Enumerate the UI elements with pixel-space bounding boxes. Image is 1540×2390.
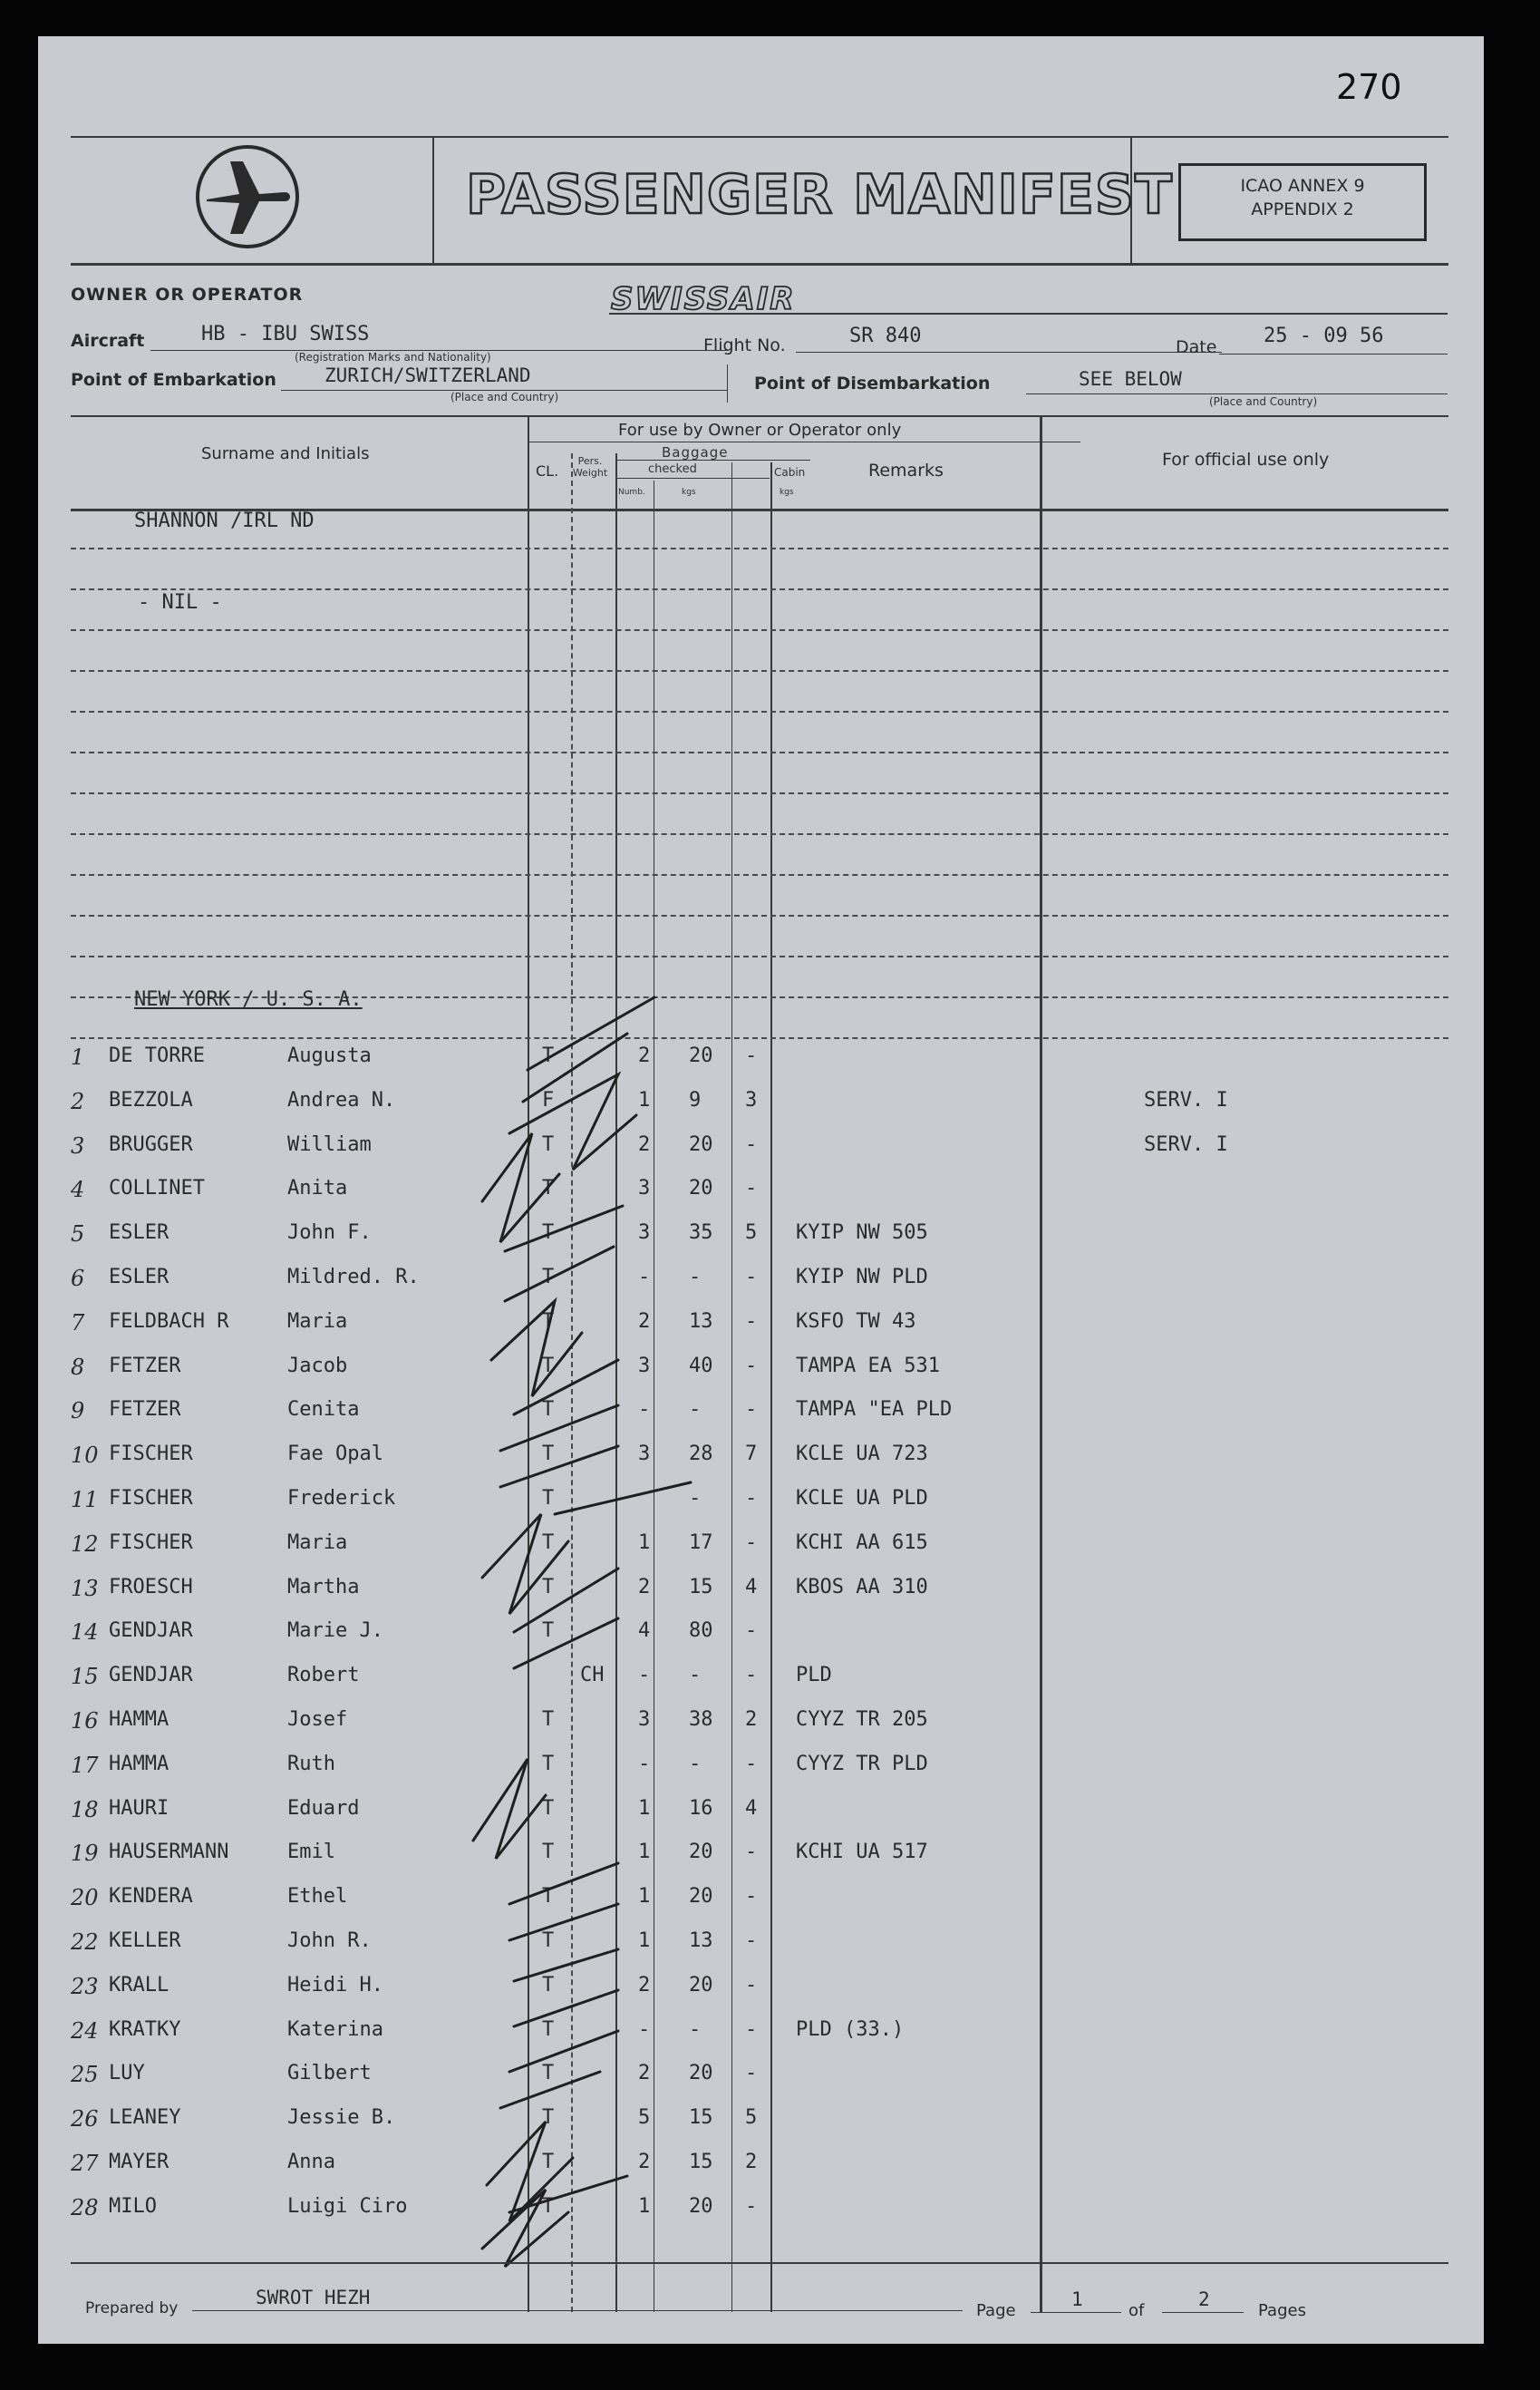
passenger-class: T (542, 1974, 555, 1997)
prepared-by-label: Prepared by (85, 2299, 179, 2317)
baggage-count: 2 (638, 1974, 651, 1997)
passenger-surname: MAYER (109, 2151, 169, 2173)
passenger-given-name: Emil (287, 1841, 335, 1863)
baggage-count: 2 (638, 2151, 651, 2173)
page-label: Page (976, 2301, 1016, 2320)
passenger-class: T (542, 2106, 555, 2129)
remarks: KYIP NW PLD (796, 1266, 928, 1288)
passenger-given-name: Cenita (287, 1398, 360, 1421)
cabin-kgs: - (745, 2062, 758, 2084)
passenger-class: T (542, 1841, 555, 1863)
baggage-kgs: - (689, 1664, 702, 1686)
passenger-surname: HAUSERMANN (109, 1841, 229, 1863)
check-marks (38, 36, 1484, 2344)
passenger-surname: KELLER (109, 1929, 181, 1952)
baggage-kgs: 15 (689, 2106, 713, 2129)
row-number: 20 (71, 1885, 99, 1910)
of-label: of (1128, 2301, 1145, 2320)
baggage-kgs: 13 (689, 1929, 713, 1952)
row-number: 19 (71, 1841, 99, 1866)
baggage-kgs: 20 (689, 2195, 713, 2218)
baggage-kgs: 20 (689, 2062, 713, 2084)
baggage-kgs: 20 (689, 1885, 713, 1908)
passenger-given-name: John R. (287, 1929, 372, 1952)
row-number: 28 (71, 2195, 99, 2220)
row-number: 16 (71, 1708, 99, 1734)
cabin-kgs: 3 (745, 1089, 758, 1112)
passenger-surname: HAURI (109, 1797, 169, 1820)
cabin-kgs: - (745, 1266, 758, 1288)
passenger-given-name: Heidi H. (287, 1974, 383, 1997)
baggage-count: 1 (638, 1841, 651, 1863)
baggage-kgs: 28 (689, 1443, 713, 1465)
cabin-kgs: 7 (745, 1443, 758, 1465)
baggage-count: 3 (638, 1708, 651, 1731)
passenger-class: T (542, 1310, 555, 1333)
cabin-kgs: - (745, 1974, 758, 1997)
baggage-kgs: 16 (689, 1797, 713, 1820)
passenger-weight: CH (580, 1664, 605, 1686)
row-number: 6 (71, 1266, 85, 1291)
baggage-count: 3 (638, 1221, 651, 1244)
remarks: KBOS AA 310 (796, 1576, 928, 1598)
col-number-header: Numb. (618, 488, 645, 497)
passenger-surname: LUY (109, 2062, 145, 2084)
row-number: 27 (71, 2151, 99, 2176)
passenger-class: T (542, 1398, 555, 1421)
cabin-kgs: - (745, 1487, 758, 1510)
passenger-class: T (542, 1797, 555, 1820)
passenger-given-name: William (287, 1133, 372, 1156)
baggage-count: 2 (638, 1310, 651, 1333)
baggage-count: - (638, 2018, 651, 2041)
passenger-surname: BEZZOLA (109, 1089, 193, 1112)
passenger-given-name: Katerina (287, 2018, 383, 2041)
passenger-surname: KRATKY (109, 2018, 181, 2041)
passenger-given-name: Josef (287, 1708, 348, 1731)
baggage-count: 1 (638, 1089, 651, 1112)
cabin-kgs: - (745, 1133, 758, 1156)
remarks: KCLE UA PLD (796, 1487, 928, 1510)
embark-label: Point of Embarkation (71, 370, 276, 390)
section-nil: - NIL - (138, 591, 222, 614)
passenger-class: T (542, 1885, 555, 1908)
owner-label: OWNER OR OPERATOR (71, 285, 304, 305)
row-number: 13 (71, 1576, 99, 1601)
baggage-count: 1 (638, 1797, 651, 1820)
passenger-given-name: Martha (287, 1576, 360, 1598)
baggage-kgs: - (689, 2018, 702, 2041)
baggage-kgs: - (689, 1266, 702, 1288)
cabin-kgs: - (745, 1531, 758, 1554)
passenger-given-name: Ruth (287, 1753, 335, 1775)
cabin-kgs: 5 (745, 2106, 758, 2129)
passenger-given-name: Eduard (287, 1797, 360, 1820)
baggage-count: 2 (638, 2062, 651, 2084)
row-number: 8 (71, 1355, 85, 1380)
baggage-kgs: 20 (689, 1044, 713, 1067)
passenger-class: T (542, 1177, 555, 1200)
pages-label: Pages (1258, 2301, 1306, 2320)
col-checked-header: checked (648, 462, 697, 476)
cabin-kgs: - (745, 1753, 758, 1775)
official-note: SERV. I (1144, 1089, 1228, 1112)
baggage-count: 3 (638, 1355, 651, 1377)
passenger-given-name: Mildred. R. (287, 1266, 420, 1288)
remarks: TAMPA EA 531 (796, 1355, 940, 1377)
cabin-kgs: 2 (745, 1708, 758, 1731)
embark-value: ZURICH/SWITZERLAND (324, 364, 531, 386)
baggage-count: 3 (638, 1177, 651, 1200)
passenger-given-name: Jacob (287, 1355, 348, 1377)
operator-name: SWISSAIR (611, 281, 796, 317)
passenger-surname: FELDBACH R (109, 1310, 229, 1333)
col-cabin-header: Cabin (774, 466, 806, 479)
col-remarks-header: Remarks (868, 461, 944, 481)
row-number: 14 (71, 1619, 99, 1645)
passenger-surname: HAMMA (109, 1708, 169, 1731)
baggage-kgs: 15 (689, 2151, 713, 2173)
row-number: 17 (71, 1753, 99, 1778)
passenger-surname: DE TORRE (109, 1044, 205, 1067)
page-value: 1 (1071, 2288, 1083, 2310)
baggage-kgs: 40 (689, 1355, 713, 1377)
passenger-given-name: Anita (287, 1177, 348, 1200)
baggage-kgs: 38 (689, 1708, 713, 1731)
row-number: 1 (71, 1044, 85, 1070)
passenger-class: T (542, 1531, 555, 1554)
passenger-surname: FISCHER (109, 1487, 193, 1510)
passenger-surname: COLLINET (109, 1177, 205, 1200)
baggage-kgs: - (689, 1753, 702, 1775)
baggage-kgs: 80 (689, 1619, 713, 1642)
col-cabin-kgs-header: kgs (780, 488, 794, 497)
remarks: KYIP NW 505 (796, 1221, 928, 1244)
baggage-count: 2 (638, 1133, 651, 1156)
embark-note: (Place and Country) (450, 391, 559, 403)
cabin-kgs: - (745, 1841, 758, 1863)
passenger-class: T (542, 1443, 555, 1465)
aircraft-value: HB - IBU SWISS (201, 323, 370, 345)
passenger-class: F (542, 1089, 555, 1112)
passenger-class: T (542, 1619, 555, 1642)
remarks: KSFO TW 43 (796, 1310, 916, 1333)
cabin-kgs: 2 (745, 2151, 758, 2173)
passenger-surname: GENDJAR (109, 1619, 193, 1642)
cabin-kgs: - (745, 2195, 758, 2218)
row-number: 3 (71, 1133, 85, 1159)
flight-value: SR 840 (849, 325, 922, 347)
passenger-given-name: Ethel (287, 1885, 348, 1908)
official-note: SERV. I (1144, 1133, 1228, 1156)
disembark-note: (Place and Country) (1209, 395, 1318, 408)
cabin-kgs: - (745, 1619, 758, 1642)
remarks: CYYZ TR PLD (796, 1753, 928, 1775)
col-surname-header: Surname and Initials (201, 444, 370, 463)
passenger-class: T (542, 1044, 555, 1067)
baggage-kgs: 9 (689, 1089, 702, 1112)
cabin-kgs: 4 (745, 1797, 758, 1820)
row-number: 15 (71, 1664, 99, 1689)
passenger-class: T (542, 1221, 555, 1244)
section-new-york: NEW YORK / U. S. A. (134, 988, 363, 1011)
row-number: 25 (71, 2062, 99, 2087)
baggage-kgs: 20 (689, 1177, 713, 1200)
row-number: 12 (71, 1531, 99, 1557)
passenger-given-name: Maria (287, 1531, 348, 1554)
flight-label: Flight No. (703, 335, 786, 355)
remarks: PLD (796, 1664, 832, 1686)
baggage-kgs: 15 (689, 1576, 713, 1598)
page-number: 270 (1336, 67, 1402, 107)
baggage-count: - (638, 1753, 651, 1775)
row-number: 23 (71, 1974, 99, 1999)
passenger-given-name: Frederick (287, 1487, 396, 1510)
passenger-class: T (542, 2151, 555, 2173)
passenger-class: T (542, 1708, 555, 1731)
cabin-kgs: 4 (745, 1576, 758, 1598)
baggage-count: - (638, 1664, 651, 1686)
baggage-count: 1 (638, 1885, 651, 1908)
icao-appendix-label: APPENDIX 2 (1251, 199, 1354, 219)
passenger-class: T (542, 2062, 555, 2084)
remarks: KCHI AA 615 (796, 1531, 928, 1554)
passenger-given-name: John F. (287, 1221, 372, 1244)
baggage-kgs: 35 (689, 1221, 713, 1244)
baggage-kgs: - (689, 1487, 702, 1510)
baggage-kgs: 20 (689, 1133, 713, 1156)
baggage-kgs: 20 (689, 1841, 713, 1863)
row-number: 10 (71, 1443, 99, 1468)
cabin-kgs: - (745, 1664, 758, 1686)
date-value: 25 - 09 56 (1264, 325, 1384, 347)
manifest-sheet (38, 36, 1484, 2344)
disembark-label: Point of Disembarkation (754, 374, 991, 393)
cabin-kgs: 5 (745, 1221, 758, 1244)
passenger-surname: BRUGGER (109, 1133, 193, 1156)
row-number: 7 (71, 1310, 85, 1336)
passenger-class: T (542, 2195, 555, 2218)
passenger-class: T (542, 2018, 555, 2041)
row-number: 4 (71, 1177, 85, 1202)
aircraft-note: (Registration Marks and Nationality) (295, 351, 491, 364)
passenger-surname: FETZER (109, 1355, 181, 1377)
cabin-kgs: - (745, 1310, 758, 1333)
date-label: Date (1176, 337, 1217, 357)
passenger-given-name: Augusta (287, 1044, 372, 1067)
row-number: 26 (71, 2106, 99, 2132)
passenger-given-name: Maria (287, 1310, 348, 1333)
disembark-value: SEE BELOW (1079, 368, 1182, 390)
cabin-kgs: - (745, 1885, 758, 1908)
baggage-kgs: 13 (689, 1310, 713, 1333)
cabin-kgs: - (745, 1177, 758, 1200)
baggage-kgs: - (689, 1398, 702, 1421)
icao-annex-label: ICAO ANNEX 9 (1240, 176, 1365, 196)
col-official-header: For official use only (1162, 450, 1330, 470)
baggage-count: 5 (638, 2106, 651, 2129)
baggage-kgs: 17 (689, 1531, 713, 1554)
passenger-surname: MILO (109, 2195, 157, 2218)
passenger-surname: KRALL (109, 1974, 169, 1997)
of-value: 2 (1198, 2288, 1210, 2310)
cabin-kgs: - (745, 1355, 758, 1377)
col-pers-weight-header: Pers. Weight (572, 455, 608, 479)
passenger-given-name: Marie J. (287, 1619, 383, 1642)
baggage-kgs: 20 (689, 1974, 713, 1997)
remarks: CYYZ TR 205 (796, 1708, 928, 1731)
row-number: 24 (71, 2018, 99, 2044)
row-number: 22 (71, 1929, 99, 1955)
row-number: 9 (71, 1398, 85, 1423)
passenger-surname: KENDERA (109, 1885, 193, 1908)
baggage-count: 2 (638, 1044, 651, 1067)
baggage-count: 4 (638, 1619, 651, 1642)
passenger-surname: FISCHER (109, 1531, 193, 1554)
passenger-surname: FROESCH (109, 1576, 193, 1598)
passenger-class: T (542, 1929, 555, 1952)
row-number: 18 (71, 1797, 99, 1822)
passenger-given-name: Jessie B. (287, 2106, 396, 2129)
cabin-kgs: - (745, 2018, 758, 2041)
row-number: 11 (71, 1487, 99, 1512)
passenger-class: T (542, 1133, 555, 1156)
passenger-class: T (542, 1576, 555, 1598)
remarks: KCHI UA 517 (796, 1841, 928, 1863)
cabin-kgs: - (745, 1398, 758, 1421)
passenger-given-name: Andrea N. (287, 1089, 396, 1112)
cabin-kgs: - (745, 1929, 758, 1952)
passenger-class: T (542, 1753, 555, 1775)
passenger-given-name: Fae Opal (287, 1443, 383, 1465)
col-kgs-header: kgs (682, 488, 696, 497)
passenger-class: T (542, 1487, 555, 1510)
remarks: PLD (33.) (796, 2018, 905, 2041)
passenger-surname: FETZER (109, 1398, 181, 1421)
remarks: TAMPA "EA PLD (796, 1398, 953, 1421)
baggage-count: 3 (638, 1443, 651, 1465)
col-baggage-header: Baggage (662, 444, 729, 461)
aircraft-label: Aircraft (71, 331, 145, 351)
passenger-surname: LEANEY (109, 2106, 181, 2129)
baggage-count: 1 (638, 1929, 651, 1952)
passenger-given-name: Anna (287, 2151, 335, 2173)
section-shannon: SHANNON /IRL ND (134, 510, 315, 532)
remarks: KCLE UA 723 (796, 1443, 928, 1465)
col-cl-header: CL. (536, 462, 559, 480)
prepared-by-value: SWROT HEZH (256, 2287, 371, 2308)
passenger-given-name: Robert (287, 1664, 360, 1686)
baggage-count: 2 (638, 1576, 651, 1598)
passenger-surname: ESLER (109, 1266, 169, 1288)
col-owner-use-header: For use by Owner or Operator only (618, 421, 902, 440)
passenger-surname: FISCHER (109, 1443, 193, 1465)
row-number: 5 (71, 1221, 85, 1247)
row-number: 2 (71, 1089, 85, 1114)
baggage-count: - (638, 1266, 651, 1288)
passenger-surname: GENDJAR (109, 1664, 193, 1686)
passenger-surname: HAMMA (109, 1753, 169, 1775)
passenger-given-name: Luigi Ciro (287, 2195, 408, 2218)
page-title: PASSENGER MANIFEST (466, 163, 1173, 227)
baggage-count: 1 (638, 2195, 651, 2218)
passenger-class: T (542, 1266, 555, 1288)
passenger-class: T (542, 1355, 555, 1377)
baggage-count: 1 (638, 1531, 651, 1554)
passenger-given-name: Gilbert (287, 2062, 372, 2084)
passenger-surname: ESLER (109, 1221, 169, 1244)
cabin-kgs: - (745, 1044, 758, 1067)
baggage-count: - (638, 1398, 651, 1421)
